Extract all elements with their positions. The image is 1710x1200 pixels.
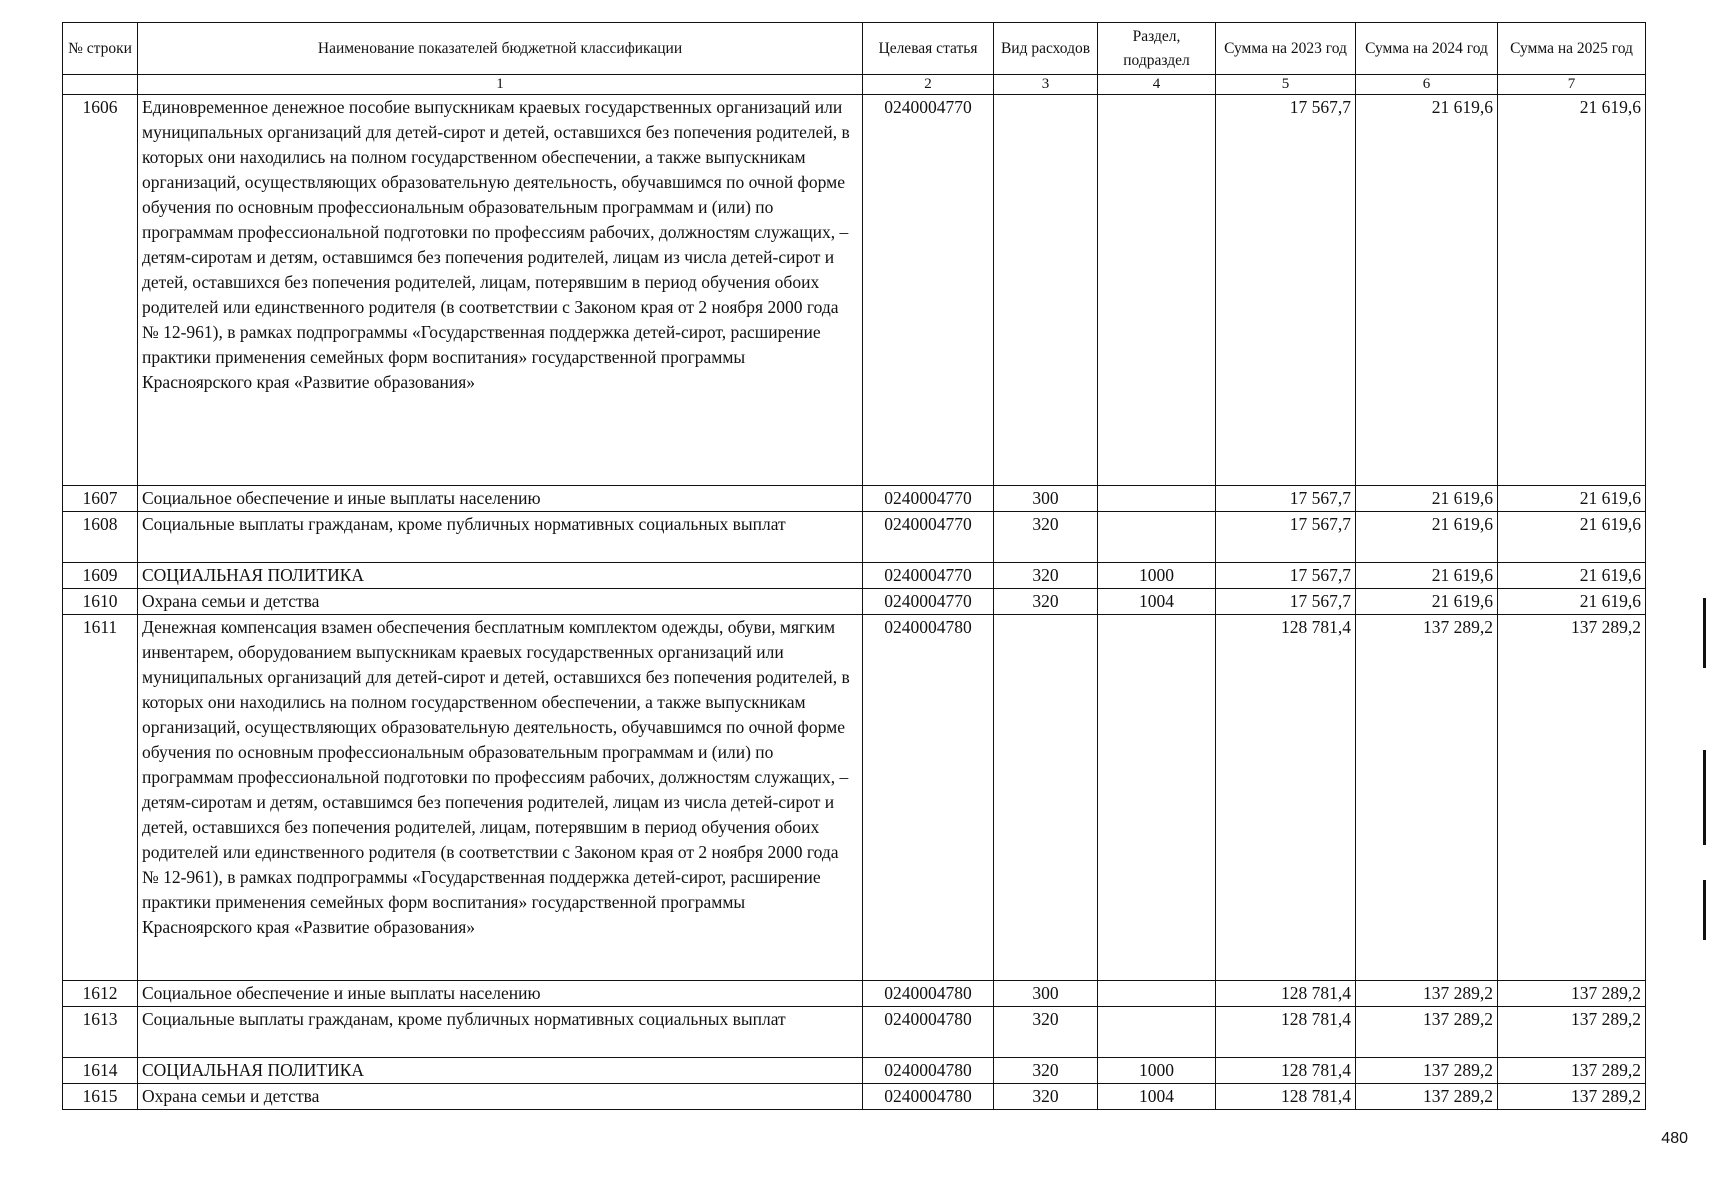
section-code (1098, 95, 1216, 486)
sum-2025: 137 289,2 (1498, 981, 1646, 1007)
indicator-name: Охрана семьи и детства (138, 589, 863, 615)
table-row (63, 1084, 1646, 1110)
row-number: 1612 (63, 981, 138, 1007)
expense-kind: 300 (994, 981, 1098, 1007)
sum-2025: 137 289,2 (1498, 1084, 1646, 1110)
sum-2023: 17 567,7 (1216, 486, 1356, 512)
column-number: 6 (1356, 75, 1498, 95)
header-indicator-name: Наименование показателей бюджетной классификации (138, 23, 863, 75)
sum-2023: 128 781,4 (1216, 1058, 1356, 1084)
expense-kind: 320 (994, 512, 1098, 563)
sum-2025: 21 619,6 (1498, 95, 1646, 486)
table-row (63, 1007, 1646, 1058)
section-code (1098, 486, 1216, 512)
header-expense-kind: Вид расходов (994, 23, 1098, 75)
column-number: 1 (138, 75, 863, 95)
target-article: 0240004780 (863, 1007, 994, 1058)
column-number: 4 (1098, 75, 1216, 95)
section-code: 1004 (1098, 1084, 1216, 1110)
section-code: 1004 (1098, 589, 1216, 615)
row-number: 1607 (63, 486, 138, 512)
header-target-article: Целевая статья (863, 23, 994, 75)
expense-kind: 320 (994, 1058, 1098, 1084)
sum-2025: 21 619,6 (1498, 589, 1646, 615)
table-row (63, 563, 1646, 589)
sum-2025: 137 289,2 (1498, 1058, 1646, 1084)
expense-kind: 320 (994, 1007, 1098, 1058)
indicator-name: Социальные выплаты гражданам, кроме публичных нормативных социальных выплат (138, 512, 863, 563)
section-code (1098, 512, 1216, 563)
section-code (1098, 981, 1216, 1007)
margin-scan-mark (1703, 750, 1706, 845)
column-number: 7 (1498, 75, 1646, 95)
header-row (63, 23, 1646, 75)
indicator-name: СОЦИАЛЬНАЯ ПОЛИТИКА (138, 563, 863, 589)
column-number: 3 (994, 75, 1098, 95)
sum-2024: 21 619,6 (1356, 486, 1498, 512)
target-article: 0240004780 (863, 615, 994, 981)
table-row (63, 981, 1646, 1007)
indicator-name: Охрана семьи и детства (138, 1084, 863, 1110)
indicator-name: СОЦИАЛЬНАЯ ПОЛИТИКА (138, 1058, 863, 1084)
sum-2024: 21 619,6 (1356, 512, 1498, 563)
target-article: 0240004780 (863, 1058, 994, 1084)
sum-2024: 137 289,2 (1356, 1007, 1498, 1058)
row-number: 1610 (63, 589, 138, 615)
expense-kind: 320 (994, 563, 1098, 589)
section-code (1098, 1007, 1216, 1058)
expense-kind (994, 615, 1098, 981)
table-row (63, 1058, 1646, 1084)
sum-2025: 21 619,6 (1498, 486, 1646, 512)
page-number: 480 (1661, 1130, 1688, 1147)
sum-2023: 128 781,4 (1216, 1007, 1356, 1058)
expense-kind: 320 (994, 589, 1098, 615)
sum-2025: 21 619,6 (1498, 512, 1646, 563)
sum-2024: 137 289,2 (1356, 615, 1498, 981)
sum-2024: 21 619,6 (1356, 563, 1498, 589)
table-row (63, 512, 1646, 563)
target-article: 0240004770 (863, 589, 994, 615)
sum-2025: 137 289,2 (1498, 1007, 1646, 1058)
column-number (63, 75, 138, 95)
section-code (1098, 615, 1216, 981)
table-row (63, 486, 1646, 512)
table-row (63, 589, 1646, 615)
sum-2023: 17 567,7 (1216, 95, 1356, 486)
row-number: 1606 (63, 95, 138, 486)
sum-2024: 21 619,6 (1356, 589, 1498, 615)
sum-2024: 21 619,6 (1356, 95, 1498, 486)
header-sum-2024: Сумма на 2024 год (1356, 23, 1498, 75)
target-article: 0240004780 (863, 981, 994, 1007)
sum-2023: 17 567,7 (1216, 589, 1356, 615)
section-code: 1000 (1098, 1058, 1216, 1084)
row-number: 1611 (63, 615, 138, 981)
sum-2023: 17 567,7 (1216, 563, 1356, 589)
row-number: 1613 (63, 1007, 138, 1058)
indicator-name: Единовременное денежное пособие выпускникам краевых государственных организаций или муниципальных организаций для детей-сирот и детей, оставшихся без попечения родителей, в которых они находились на полном государственном обеспечении, а также выпускникам организаций, осуществляющих образовательную деятельность, обучавшимся по очной форме обучения по основным профессиональным образовательным программам и (или) по программам профессиональной подготовки по профессиям рабочих, должностям служащих, – детям-сиротам и детям, оставшимся без попечения родителей, лицам из числа детей-сирот и детей, оставшихся без попечения родителей, лицам, потерявшим в период обучения обоих родителей или единственного родителя (в соответствии с Законом края от 2 ноября 2000 года № 12-961), в рамках подпрограммы «Государственная поддержка детей-сирот, расширение практики применения семейных форм воспитания» государственной программы Красноярского края «Развитие образования» (138, 95, 863, 486)
expense-kind (994, 95, 1098, 486)
sum-2024: 137 289,2 (1356, 1084, 1498, 1110)
column-number: 2 (863, 75, 994, 95)
row-number: 1608 (63, 512, 138, 563)
sum-2024: 137 289,2 (1356, 981, 1498, 1007)
column-number-row (63, 75, 1646, 95)
margin-scan-mark (1703, 598, 1706, 668)
sum-2023: 128 781,4 (1216, 615, 1356, 981)
header-sum-2023: Сумма на 2023 год (1216, 23, 1356, 75)
target-article: 0240004770 (863, 486, 994, 512)
budget-table (62, 22, 1646, 1110)
section-code: 1000 (1098, 563, 1216, 589)
header-sum-2025: Сумма на 2025 год (1498, 23, 1646, 75)
target-article: 0240004770 (863, 512, 994, 563)
expense-kind: 320 (994, 1084, 1098, 1110)
table-row (63, 95, 1646, 486)
target-article: 0240004770 (863, 563, 994, 589)
target-article: 0240004770 (863, 95, 994, 486)
target-article: 0240004780 (863, 1084, 994, 1110)
margin-scan-mark (1703, 880, 1706, 940)
indicator-name: Социальные выплаты гражданам, кроме публичных нормативных социальных выплат (138, 1007, 863, 1058)
row-number: 1609 (63, 563, 138, 589)
sum-2025: 21 619,6 (1498, 563, 1646, 589)
indicator-name: Социальное обеспечение и иные выплаты населению (138, 486, 863, 512)
header-row-number: № строки (63, 23, 138, 75)
expense-kind: 300 (994, 486, 1098, 512)
indicator-name: Денежная компенсация взамен обеспечения бесплатным комплектом одежды, обуви, мягким инвентарем, оборудованием выпускникам краевых государственных организаций или муниципальных организаций для детей-сирот и детей, оставшихся без попечения родителей, в которых они находились на полном государственном обеспечении, а также выпускникам организаций, осуществляющих образовательную деятельность, обучавшимся по очной форме обучения по основным профессиональным образовательным программам и (или) по программам профессиональной подготовки по профессиям рабочих, должностям служащих, – детям-сиротам и детям, оставшимся без попечения родителей, лицам из числа детей-сирот и детей, оставшихся без попечения родителей, лицам, потерявшим в период обучения обоих родителей или единственного родителя (в соответствии с Законом края от 2 ноября 2000 года № 12-961), в рамках подпрограммы «Государственная поддержка детей-сирот, расширение практики применения семейных форм воспитания» государственной программы Красноярского края «Развитие образования» (138, 615, 863, 981)
sum-2023: 128 781,4 (1216, 981, 1356, 1007)
row-number: 1615 (63, 1084, 138, 1110)
sum-2023: 128 781,4 (1216, 1084, 1356, 1110)
table-row (63, 615, 1646, 981)
column-number: 5 (1216, 75, 1356, 95)
sum-2024: 137 289,2 (1356, 1058, 1498, 1084)
header-section: Раздел, подраздел (1098, 23, 1216, 75)
indicator-name: Социальное обеспечение и иные выплаты населению (138, 981, 863, 1007)
row-number: 1614 (63, 1058, 138, 1084)
sum-2025: 137 289,2 (1498, 615, 1646, 981)
sum-2023: 17 567,7 (1216, 512, 1356, 563)
